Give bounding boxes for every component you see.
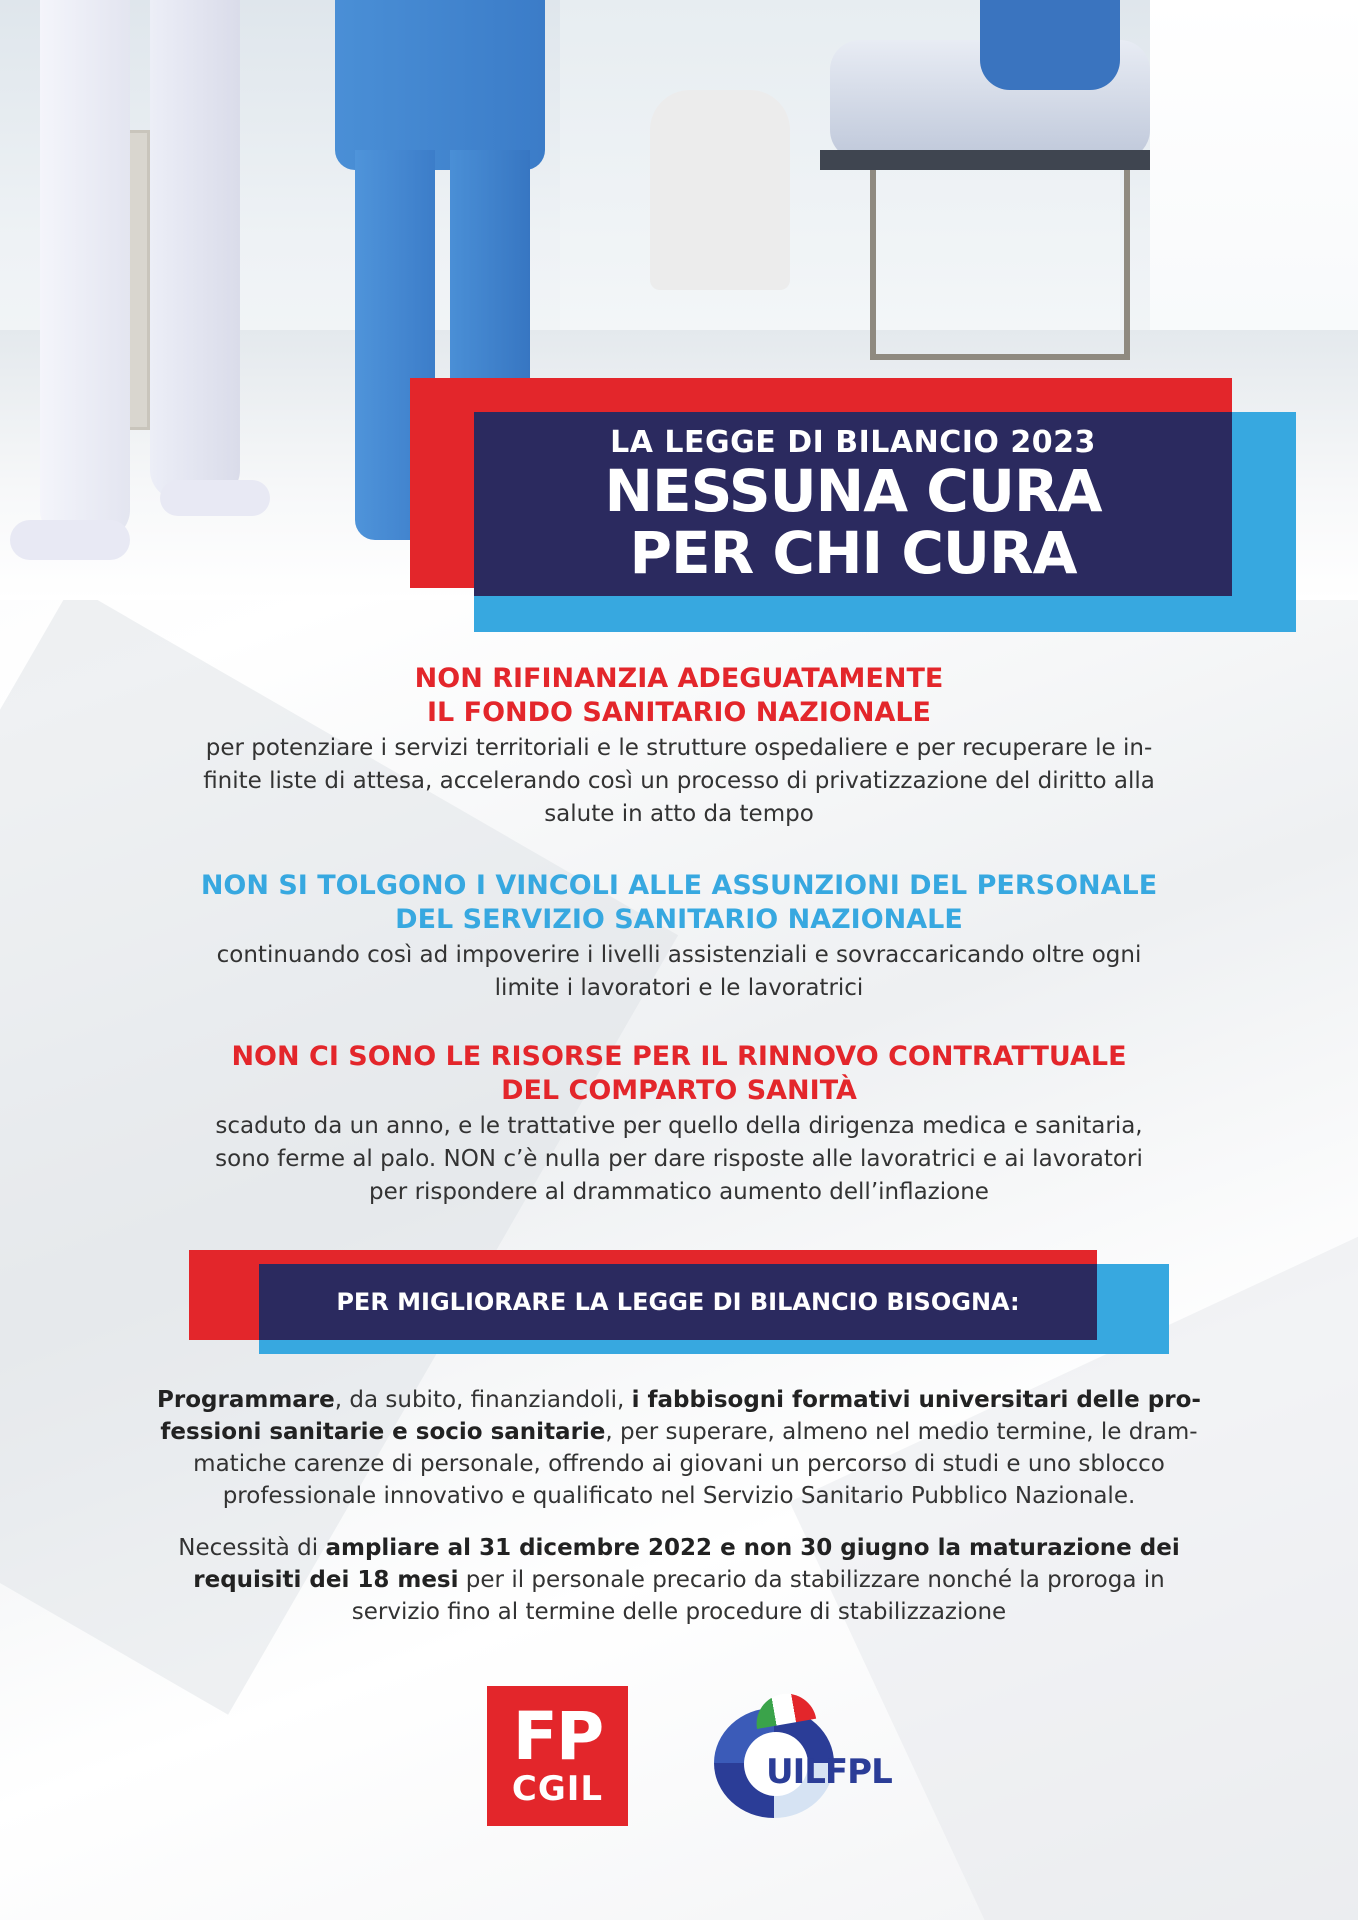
section-rinnovo-contrattuale — [130, 1040, 1228, 1209]
section-body: continuando così ad impoverire i livelli assistenziali e sovraccaricando oltre ogni limite i lavoratori e le lavoratrici — [216, 942, 1142, 1001]
banner-title-line1: NESSUNA CURA — [604, 456, 1102, 525]
fp-cgil-logo: FP CGIL — [487, 1686, 628, 1826]
section-heading: NON RIFINANZIA ADEGUATAMENTE — [414, 663, 944, 694]
section-heading: DEL SERVIZIO SANITARIO NAZIONALE — [395, 904, 963, 935]
banner-subtitle: LA LEGGE DI BILANCIO 2023 — [610, 424, 1096, 460]
section-body: scaduto da un anno, e le trattative per quello della dirigenza medica e sanitaria, sono ferme al palo. NON c’è nulla per dare risposte alle lavoratrici e ai lavoratori per rispondere al drammatico aumento dell’inflazione — [215, 1113, 1143, 1205]
section-heading: NON SI TOLGONO I VINCOLI ALLE ASSUNZIONI DEL PERSONALE — [200, 870, 1158, 901]
section-assunzioni — [130, 869, 1228, 1005]
section-fondo-sanitario — [130, 662, 1228, 831]
section-heading: IL FONDO SANITARIO NAZIONALE — [426, 697, 931, 728]
banner-title-line2: PER CHI CURA — [629, 518, 1077, 587]
sub-banner: PER MIGLIORARE LA LEGGE DI BILANCIO BISOGNA: — [259, 1264, 1097, 1340]
paragraph-necessita: Necessità di ampliare al 31 dicembre 2022 e non 30 giugno la maturazione dei requisiti dei 18 mesi per il personale precario da stabilizzare nonché la proroga in servizio fino al termine delle procedure di stabilizzazione — [178, 1535, 1180, 1625]
section-heading: NON CI SONO LE RISORSE PER IL RINNOVO CONTRATTUALE — [231, 1041, 1127, 1072]
title-banner — [474, 412, 1232, 596]
uilfpl-logo: UILFPL — [708, 1690, 908, 1830]
section-heading: DEL COMPARTO SANITÀ — [501, 1075, 857, 1106]
wheelchair-patient — [650, 90, 790, 290]
section-body: per potenziare i servizi territoriali e le strutture ospedaliere e per recuperare le in- finite liste di attesa, accelerando così un processo di privatizzazione del diritto alla salute in atto da tempo — [203, 735, 1155, 827]
paragraph-programmare: Programmare, da subito, finanziandoli, i fabbisogni formativi universitari delle pro- fessioni sanitarie e socio sanitarie, per superare, almeno nel medio termine, le dram- matiche carenze di personale, offrendo ai giovani un percorso di studi e uno sblocco professionale innovativo e qualificato nel Servizio Sanitario Pubblico Nazionale. — [157, 1387, 1201, 1509]
